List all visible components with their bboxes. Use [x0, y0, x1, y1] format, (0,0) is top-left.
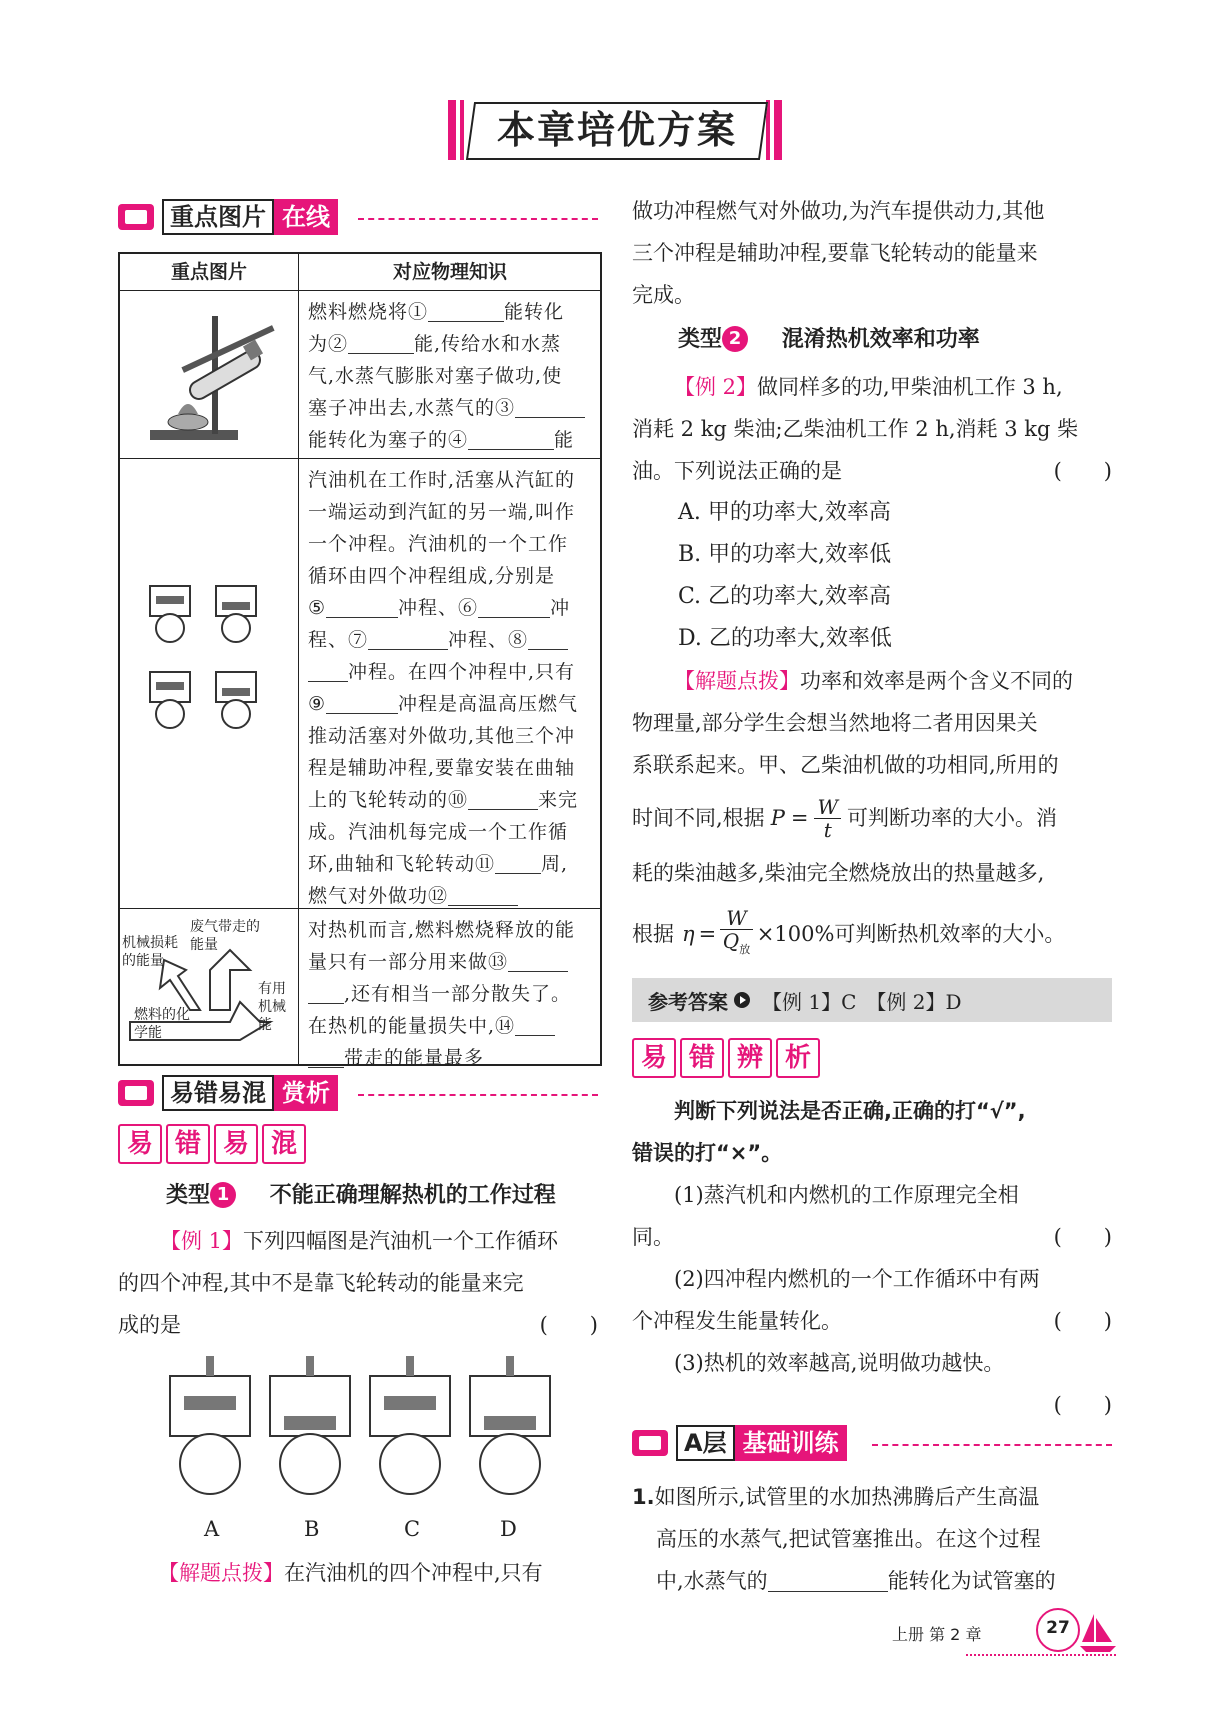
page-number: 27	[1046, 1618, 1070, 1638]
title-banner	[448, 100, 782, 160]
engine-option-d: D	[500, 1517, 517, 1541]
example1: 【例 1】下列四幅图是汽油机一个工作循环 的四个冲程,其中不是靠飞轮转动的能量来完 成的是 ( )	[118, 1229, 598, 1337]
example2-options	[678, 492, 892, 660]
type1-heading: 类型 1 不能正确理解热机的工作过程	[166, 1183, 556, 1208]
play-icon	[734, 992, 750, 1008]
book-icon	[118, 1080, 154, 1106]
section-key-images: 重点图片 在线	[118, 198, 338, 236]
label-exhaust: 废气带走的能量	[190, 919, 260, 953]
formula-efficiency-line: 根据 η = W $Q_放$ ×100%可判断热机效率的大小。	[632, 906, 1066, 956]
sailboat-icon	[1078, 1610, 1118, 1656]
tag-confusion: 易 错 易 混	[118, 1124, 306, 1164]
analysis2-line4: 耗的柴油越多,柴油完全燃烧放出的热量越多,	[632, 861, 1045, 885]
engine-option-a: A	[204, 1517, 220, 1541]
book-icon	[118, 204, 154, 230]
table-header-knowledge: 对应物理知识	[392, 261, 507, 283]
type2-heading: 类型 2 混淆热机效率和功率	[678, 327, 980, 352]
book-icon	[632, 1430, 668, 1456]
engine-options-image	[166, 1350, 586, 1510]
energy-flow-diagram	[120, 910, 298, 1060]
engine-option-b: B	[304, 1517, 320, 1541]
label-mech-loss: 机械损耗的能量	[122, 935, 178, 969]
table-header-image: 重点图片	[170, 261, 247, 283]
formula-power-line: 时间不同,根据 P = $\frac{W}{t}$ 可判断功率的大小。消	[632, 794, 1057, 842]
label-fuel-chem: 燃料的化学能	[134, 1007, 190, 1041]
right-top-text: 做功冲程燃气对外做功,为汽车提供动力,其他 三个冲程是辅助冲程,要靠飞轮转动的能量来 完成。	[632, 199, 1045, 307]
option-a: A. 甲的功率大,效率高	[678, 500, 891, 525]
judge-block: 判断下列说法是否正确,正确的打“√”, 错误的打“×”。 (1)蒸汽机和内燃机的工作原理完全相 同。 ( ) (2)四冲程内燃机的一个工作循环中有两 个冲程发生能量转化。 ( ) (3)热机的效率越高,说明做功越快。 ( )	[632, 1099, 1112, 1417]
option-d: D. 乙的功率大,效率低	[678, 626, 892, 651]
analysis2: 【解题点拨】功率和效率是两个含义不同的 物理量,部分学生会想当然地将二者用因果关 系联系起来。甲、乙柴油机做的功相同,所用的	[632, 669, 1073, 777]
section-confusion: 易错易混 赏析	[118, 1074, 338, 1112]
test-tube-heating-image	[148, 306, 278, 442]
option-b: B. 甲的功率大,效率低	[678, 542, 892, 567]
page-number-badge	[1036, 1606, 1120, 1660]
example2: 【例 2】做同样多的功,甲柴油机工作 3 h, 消耗 2 kg 柴油;乙柴油机工作 2 h,消耗 3 kg 柴 油。下列说法正确的是 ( )	[632, 375, 1112, 483]
engine-strokes-image	[146, 572, 276, 742]
label-useful: 有用机械能	[258, 981, 286, 1033]
row3-text: 对热机而言,燃料燃烧释放的能 量只有一部分用来做⑬ ,还有相当一部分散失了。 在热机的能量损失中,⑭ 带走的能量最多	[308, 919, 576, 1069]
page-title: 本章培优方案	[496, 108, 737, 152]
section-level-a: A层 基础训练	[632, 1424, 847, 1462]
tag-analysis: 易 错 辨 析	[632, 1038, 820, 1078]
row2-text: 汽油机在工作时,活塞从汽缸的 一端运动到汽缸的另一端,叫作 一个冲程。汽油机的一个工作 循环由四个冲程组成,分别是 ⑤ 冲程、⑥ 冲 程、⑦ 冲程、⑧ 冲程。在四个冲程中,只有 ⑨ 冲程是高温高压燃气 推动活塞对外做功,其他三个冲 程是辅助冲程,要靠安装在曲轴 上的飞轮转动的⑩ 来完 成。汽油机每完成一个工作循 环,曲轴和飞轮转动⑪ 周, 燃气对外做功⑫	[308, 469, 579, 907]
footer-book: 上册 第 2 章	[892, 1625, 982, 1644]
answers-bar: 参考答案 【例 1】C 【例 2】D	[632, 978, 1112, 1022]
knowledge-table	[118, 252, 602, 1069]
option-c: C. 乙的功率大,效率高	[678, 584, 892, 609]
analysis1: 【解题点拨】在汽油机的四个冲程中,只有	[158, 1561, 543, 1585]
engine-option-c: C	[404, 1517, 421, 1541]
question-1: 1.如图所示,试管里的水加热沸腾后产生高温 高压的水蒸气,把试管塞推出。在这个过程 中,水蒸气的 能转化为试管塞的	[632, 1485, 1056, 1593]
row1-text: 燃料燃烧将① 能转化 为② 能,传给水和水蒸 气,水蒸气膨胀对塞子做功,使 塞子冲出去,水蒸气的③ 能转化为塞子的④ 能	[308, 296, 592, 456]
